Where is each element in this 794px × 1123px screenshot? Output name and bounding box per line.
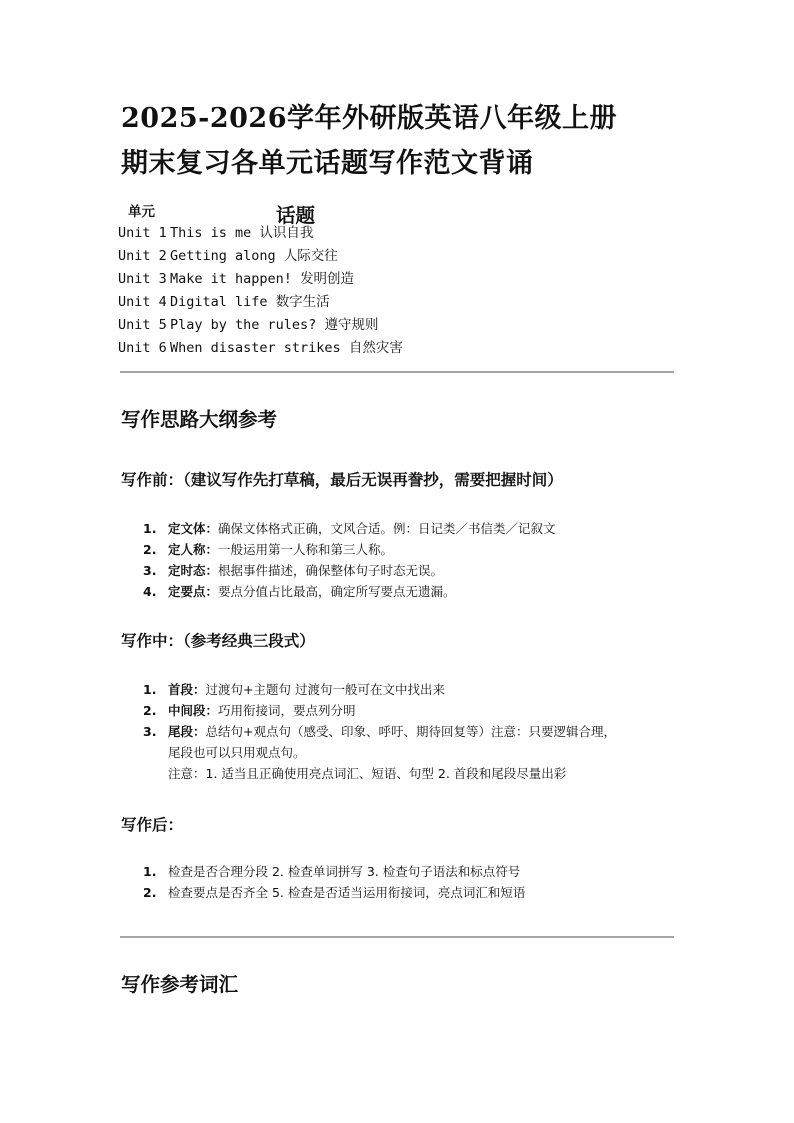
before-writing-list (121, 518, 681, 602)
unit-number: Unit 2 (118, 248, 167, 264)
unit-row (118, 291, 403, 314)
list-item (121, 581, 681, 602)
item-key: 定要点： (168, 584, 219, 599)
item-continuation: 尾段也可以只用观点句。 (168, 745, 306, 760)
horizontal-divider (120, 371, 674, 373)
unit-english-title: Digital life (170, 294, 268, 310)
item-text: 巧用衔接词，要点列分明 (218, 703, 356, 718)
unit-english-title: This is me (170, 225, 252, 241)
after-writing-list (121, 861, 681, 903)
unit-english-title: Play by the rules? (170, 317, 317, 333)
unit-chinese-topic: 发明创造 (300, 271, 355, 287)
unit-english-title: Make it happen! (170, 271, 292, 287)
item-key: 定文体： (168, 521, 219, 536)
unit-number: Unit 5 (118, 317, 167, 333)
during-writing-heading: 写作中：（参考经典三段式） (121, 631, 315, 650)
unit-number: Unit 1 (118, 225, 167, 241)
during-writing-list (121, 679, 681, 784)
unit-topic-table (118, 200, 403, 360)
item-text: 检查要点是否齐全 5. 检查是否适当运用衔接词，亮点词汇和短语 (168, 885, 526, 900)
unit-header: 单元 (128, 204, 155, 220)
vocab-heading: 写作参考词汇 (121, 973, 239, 996)
unit-chinese-topic: 遵守规则 (324, 317, 379, 333)
unit-number: Unit 6 (118, 340, 167, 356)
unit-number: Unit 4 (118, 294, 167, 310)
unit-chinese-topic: 数字生活 (275, 294, 330, 310)
item-key: 尾段： (168, 724, 206, 739)
list-number: 2. (143, 542, 157, 557)
document-title (121, 96, 721, 186)
unit-number: Unit 3 (118, 271, 167, 287)
title-line-2: 期末复习各单元话题写作范文背诵 (121, 148, 534, 179)
list-item (121, 518, 681, 539)
unit-english-title: When disaster strikes (170, 340, 341, 356)
list-number: 1. (143, 864, 157, 879)
list-number: 3. (143, 724, 157, 739)
item-text: 过渡句+主题句 过渡句一般可在文中找出来 (205, 682, 445, 697)
list-number: 1. (143, 682, 157, 697)
list-item (121, 861, 681, 882)
list-number: 2. (143, 703, 157, 718)
after-writing-heading: 写作后： (121, 815, 184, 834)
list-item (121, 679, 681, 700)
topic-header: 话题 (276, 204, 316, 227)
unit-chinese-topic: 认识自我 (259, 225, 314, 241)
list-item (121, 700, 681, 721)
item-text: 一般运用第一人称和第三人称。 (218, 542, 394, 557)
unit-row (118, 337, 403, 360)
unit-row (118, 245, 403, 268)
list-number: 2. (143, 885, 157, 900)
title-line-1: 2025-2026学年外研版英语八年级上册 (121, 103, 617, 134)
item-text: 总结句+观点句（感受、印象、呼吁、期待回复等）注意：只要逻辑合理， (205, 724, 616, 739)
list-item (121, 721, 681, 784)
unit-chinese-topic: 人际交往 (283, 248, 338, 264)
unit-chinese-topic: 自然灾害 (348, 340, 403, 356)
list-item (121, 560, 681, 581)
item-text: 检查是否合理分段 2. 检查单词拼写 3. 检查句子语法和标点符号 (168, 864, 521, 879)
before-writing-heading: 写作前：（建议写作先打草稿，最后无误再誊抄，需要把握时间） (121, 470, 563, 489)
unit-english-title: Getting along (170, 248, 276, 264)
unit-row (118, 222, 403, 245)
list-item (121, 882, 681, 903)
list-item (121, 539, 681, 560)
item-text: 确保文体格式正确，文风合适。例：日记类／书信类／记叙文 (218, 521, 556, 536)
outline-heading: 写作思路大纲参考 (121, 408, 278, 431)
item-text: 根据事件描述，确保整体句子时态无误。 (218, 563, 444, 578)
item-key: 定时态： (168, 563, 219, 578)
unit-row (118, 314, 403, 337)
list-number: 1. (143, 521, 157, 536)
item-key: 中间段： (168, 703, 219, 718)
item-key: 首段： (168, 682, 206, 697)
unit-table-header (118, 200, 403, 227)
item-note: 注意：1. 适当且正确使用亮点词汇、短语、句型 2. 首段和尾段尽量出彩 (168, 766, 567, 781)
list-number: 3. (143, 563, 157, 578)
list-number: 4. (143, 584, 157, 599)
item-key: 定人称： (168, 542, 219, 557)
horizontal-divider (120, 936, 674, 938)
item-text: 要点分值占比最高，确定所写要点无遗漏。 (218, 584, 456, 599)
unit-row (118, 268, 403, 291)
